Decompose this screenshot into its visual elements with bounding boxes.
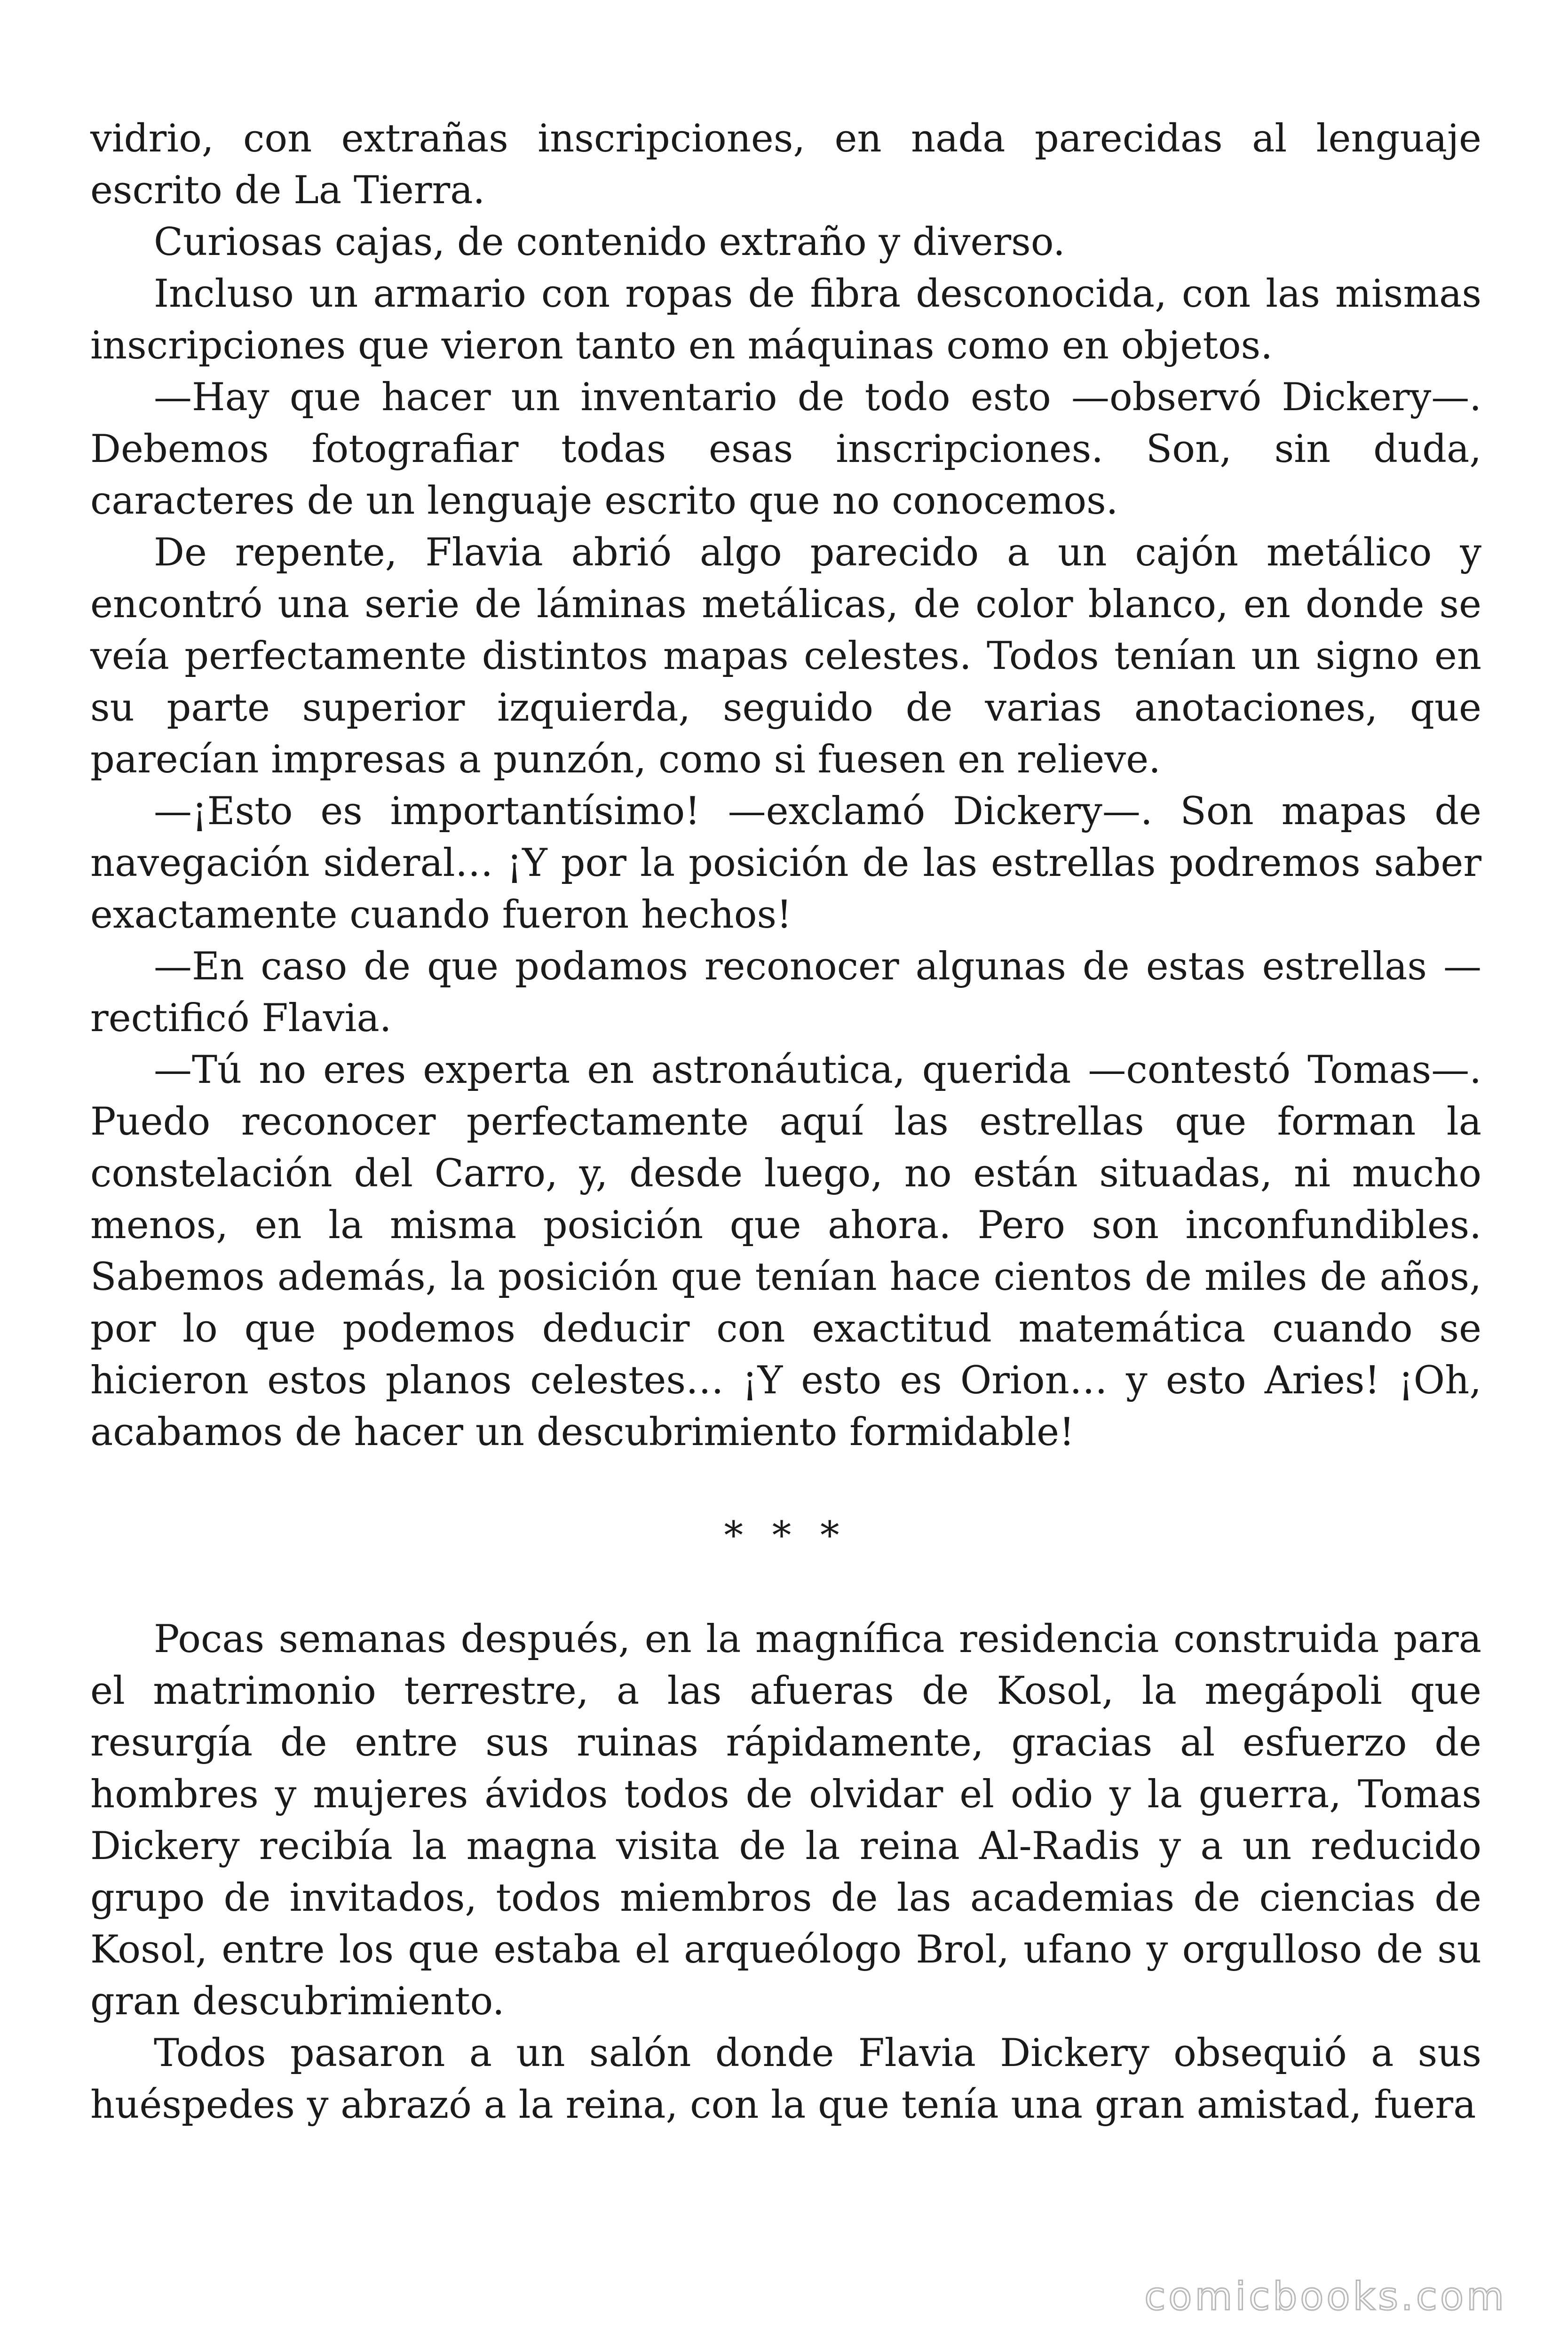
paragraph: —En caso de que podamos reconocer algunas de estas estrellas —rectificó Flavia. — [90, 945, 1481, 1041]
paragraph: —Hay que hacer un inventario de todo esto —observó Dickery—. Debemos fotografiar todas esas inscripciones. Son, sin duda, caracteres de un lenguaje escrito que no conocemos. — [90, 375, 1481, 523]
watermark-logo: comicbooks.com — [1144, 2274, 1507, 2319]
paragraph: Curiosas cajas, de contenido extraño y diverso. — [154, 220, 1065, 264]
paragraph: Todos pasaron a un salón donde Flavia Dickery obsequió a sus huéspedes y abrazó a la reina, con la que tenía una gran amistad, fuera — [90, 2031, 1481, 2127]
section-separator: * * * — [724, 1514, 848, 1558]
paragraph: Incluso un armario con ropas de fibra desconocida, con las mismas inscripciones que vieron tanto en máquinas como en objetos. — [90, 272, 1481, 368]
paragraph: De repente, Flavia abrió algo parecido a un cajón metálico y encontró una serie de láminas metálicas, de color blanco, en donde se veía perfectamente distintos mapas celestes. Todos tenían un signo en su parte superior izquierda, seguido de varias anotaciones, que parecían impresas a punzón, como si fuesen en relieve. — [90, 531, 1481, 782]
paragraph: vidrio, con extrañas inscripciones, en nada parecidas al lenguaje escrito de La Tierra. — [90, 117, 1481, 213]
page-text — [90, 113, 1481, 2131]
paragraph: —Tú no eres experta en astronáutica, querida —contestó Tomas—. Puedo reconocer perfectamente aquí las estrellas que forman la constelación del Carro, y, desde luego, no están situadas, ni mucho menos, en la misma posición que ahora. Pero son inconfundibles. Sabemos además, la posición que tenían hace cientos de miles de años, por lo que podemos deducir con exactitud matemática cuando se hicieron estos planos celestes… ¡Y esto es Orion… y esto Aries! ¡Oh, acabamos de hacer un descubrimiento formidable! — [90, 1048, 1481, 1454]
paragraph: —¡Esto es importantísimo! —exclamó Dickery—. Son mapas de navegación sideral… ¡Y por la posición de las estrellas podremos saber exactamente cuando fueron hechos! — [90, 789, 1481, 937]
paragraph: Pocas semanas después, en la magnífica residencia construida para el matrimonio terrestre, a las afueras de Kosol, la megápoli que resurgía de entre sus ruinas rápidamente, gracias al esfuerzo de hombres y mujeres ávidos todos de olvidar el odio y la guerra, Tomas Dickery recibía la magna visita de la reina Al-Radis y a un reducido grupo de invitados, todos miembros de las academias de ciencias de Kosol, entre los que estaba el arqueólogo Brol, ufano y orgulloso de su gran descubrimiento. — [90, 1617, 1481, 2024]
